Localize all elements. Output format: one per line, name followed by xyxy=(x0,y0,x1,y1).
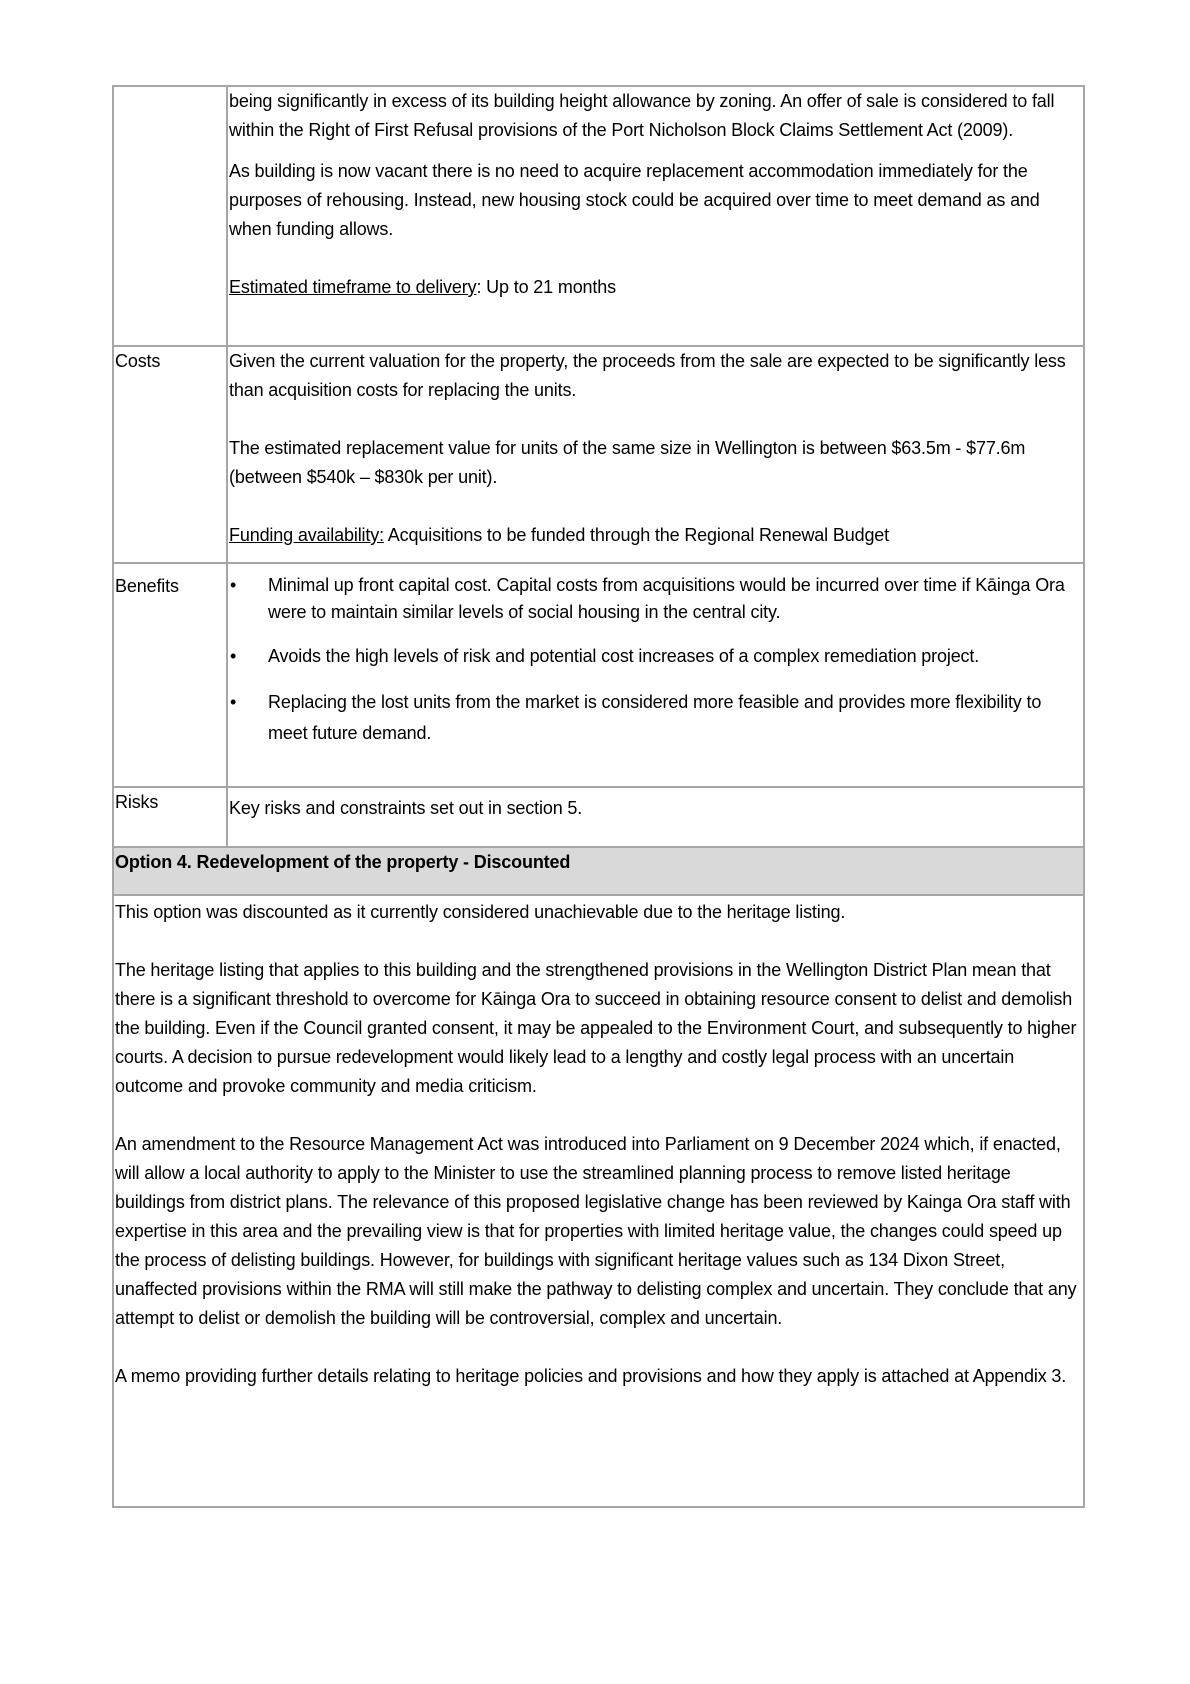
paragraph: A memo providing further details relating to heritage policies and provisions and how they apply is attached at Appendix 3. xyxy=(115,1366,1067,1386)
list-item: • Replacing the lost units from the market is considered more feasible and provides more flexibility to meet future demand. xyxy=(229,687,1081,749)
funding-value: Acquisitions to be funded through the Regional Renewal Budget xyxy=(383,525,890,545)
table-row-option4-heading xyxy=(113,847,1084,895)
paragraph: The estimated replacement value for units of the same size in Wellington is between $63.5m - $77.6m (between $540k – $830k per unit). xyxy=(229,438,1026,487)
continuation-label-cell xyxy=(113,86,227,346)
table-row-benefits xyxy=(113,563,1084,787)
table-row-costs xyxy=(113,346,1084,563)
option4-heading: Option 4. Redevelopment of the property - Discounted xyxy=(113,847,1084,895)
options-table xyxy=(112,85,1085,1508)
funding-line xyxy=(229,521,1081,550)
risks-label: Risks xyxy=(113,787,227,847)
costs-label: Costs xyxy=(113,346,227,563)
bullet-icon: • xyxy=(230,692,237,712)
bullet-icon: • xyxy=(230,646,237,666)
timeframe-label: Estimated timeframe to delivery xyxy=(229,277,477,297)
paragraph: Given the current valuation for the property, the proceeds from the sale are expected to be significantly less than acquisition costs for replacing the units. xyxy=(229,351,1066,400)
benefits-body-cell xyxy=(227,563,1084,787)
paragraph: An amendment to the Resource Management Act was introduced into Parliament on 9 December 2024 which, if enacted, will allow a local authority to apply to the Minister to use the streamlined planning process to remove listed heritage buildings from district plans. The relevance of this proposed legislative change has been reviewed by Kainga Ora staff with expertise in this area and the prevailing view is that for properties with limited heritage value, the changes could speed up the process of delisting buildings. However, for buildings with significant heritage values such as 134 Dixon Street, unaffected provisions within the RMA will still make the pathway to delisting complex and uncertain. They conclude that any attempt to delist or demolish the building will be controversial, complex and uncertain. xyxy=(115,1134,1077,1328)
timeframe-value: : Up to 21 months xyxy=(476,277,616,297)
paragraph: This option was discounted as it currently considered unachievable due to the heritage listing. xyxy=(115,902,846,922)
paragraph: As building is now vacant there is no need to acquire replacement accommodation immediately for the purposes of rehousing. Instead, new housing stock could be acquired over time to meet demand as and when funding allows. xyxy=(229,161,1040,239)
timeframe-line xyxy=(229,273,1081,302)
bullet-icon: • xyxy=(230,575,237,595)
funding-label: Funding availability: xyxy=(229,525,384,545)
costs-body-cell xyxy=(227,346,1084,563)
option4-body-cell xyxy=(113,895,1084,1507)
paragraph: being significantly in excess of its building height allowance by zoning. An offer of sale is considered to fall within the Right of First Refusal provisions of the Port Nicholson Block Claims Settlement Act (2009). xyxy=(229,91,1055,140)
table-row-option4-body xyxy=(113,895,1084,1507)
list-item: • Avoids the high levels of risk and potential cost increases of a complex remediation project. xyxy=(229,643,1081,670)
table-row-continuation xyxy=(113,86,1084,346)
benefits-list xyxy=(229,572,1081,749)
continuation-body-cell xyxy=(227,86,1084,346)
table-row-risks xyxy=(113,787,1084,847)
risks-text: Key risks and constraints set out in section 5. xyxy=(227,787,1084,847)
benefits-label: Benefits xyxy=(113,563,227,787)
paragraph: The heritage listing that applies to this building and the strengthened provisions in the Wellington District Plan mean that there is a significant threshold to overcome for Kāinga Ora to succeed in obtaining resource consent to delist and demolish the building. Even if the Council granted consent, it may be appealed to the Environment Court, and subsequently to higher courts. A decision to pursue redevelopment would likely lead to a lengthy and costly legal process with an uncertain outcome and provoke community and media criticism. xyxy=(115,960,1077,1096)
list-item: • Minimal up front capital cost. Capital costs from acquisitions would be incurred over time if Kāinga Ora were to maintain similar levels of social housing in the central city. xyxy=(229,572,1081,626)
